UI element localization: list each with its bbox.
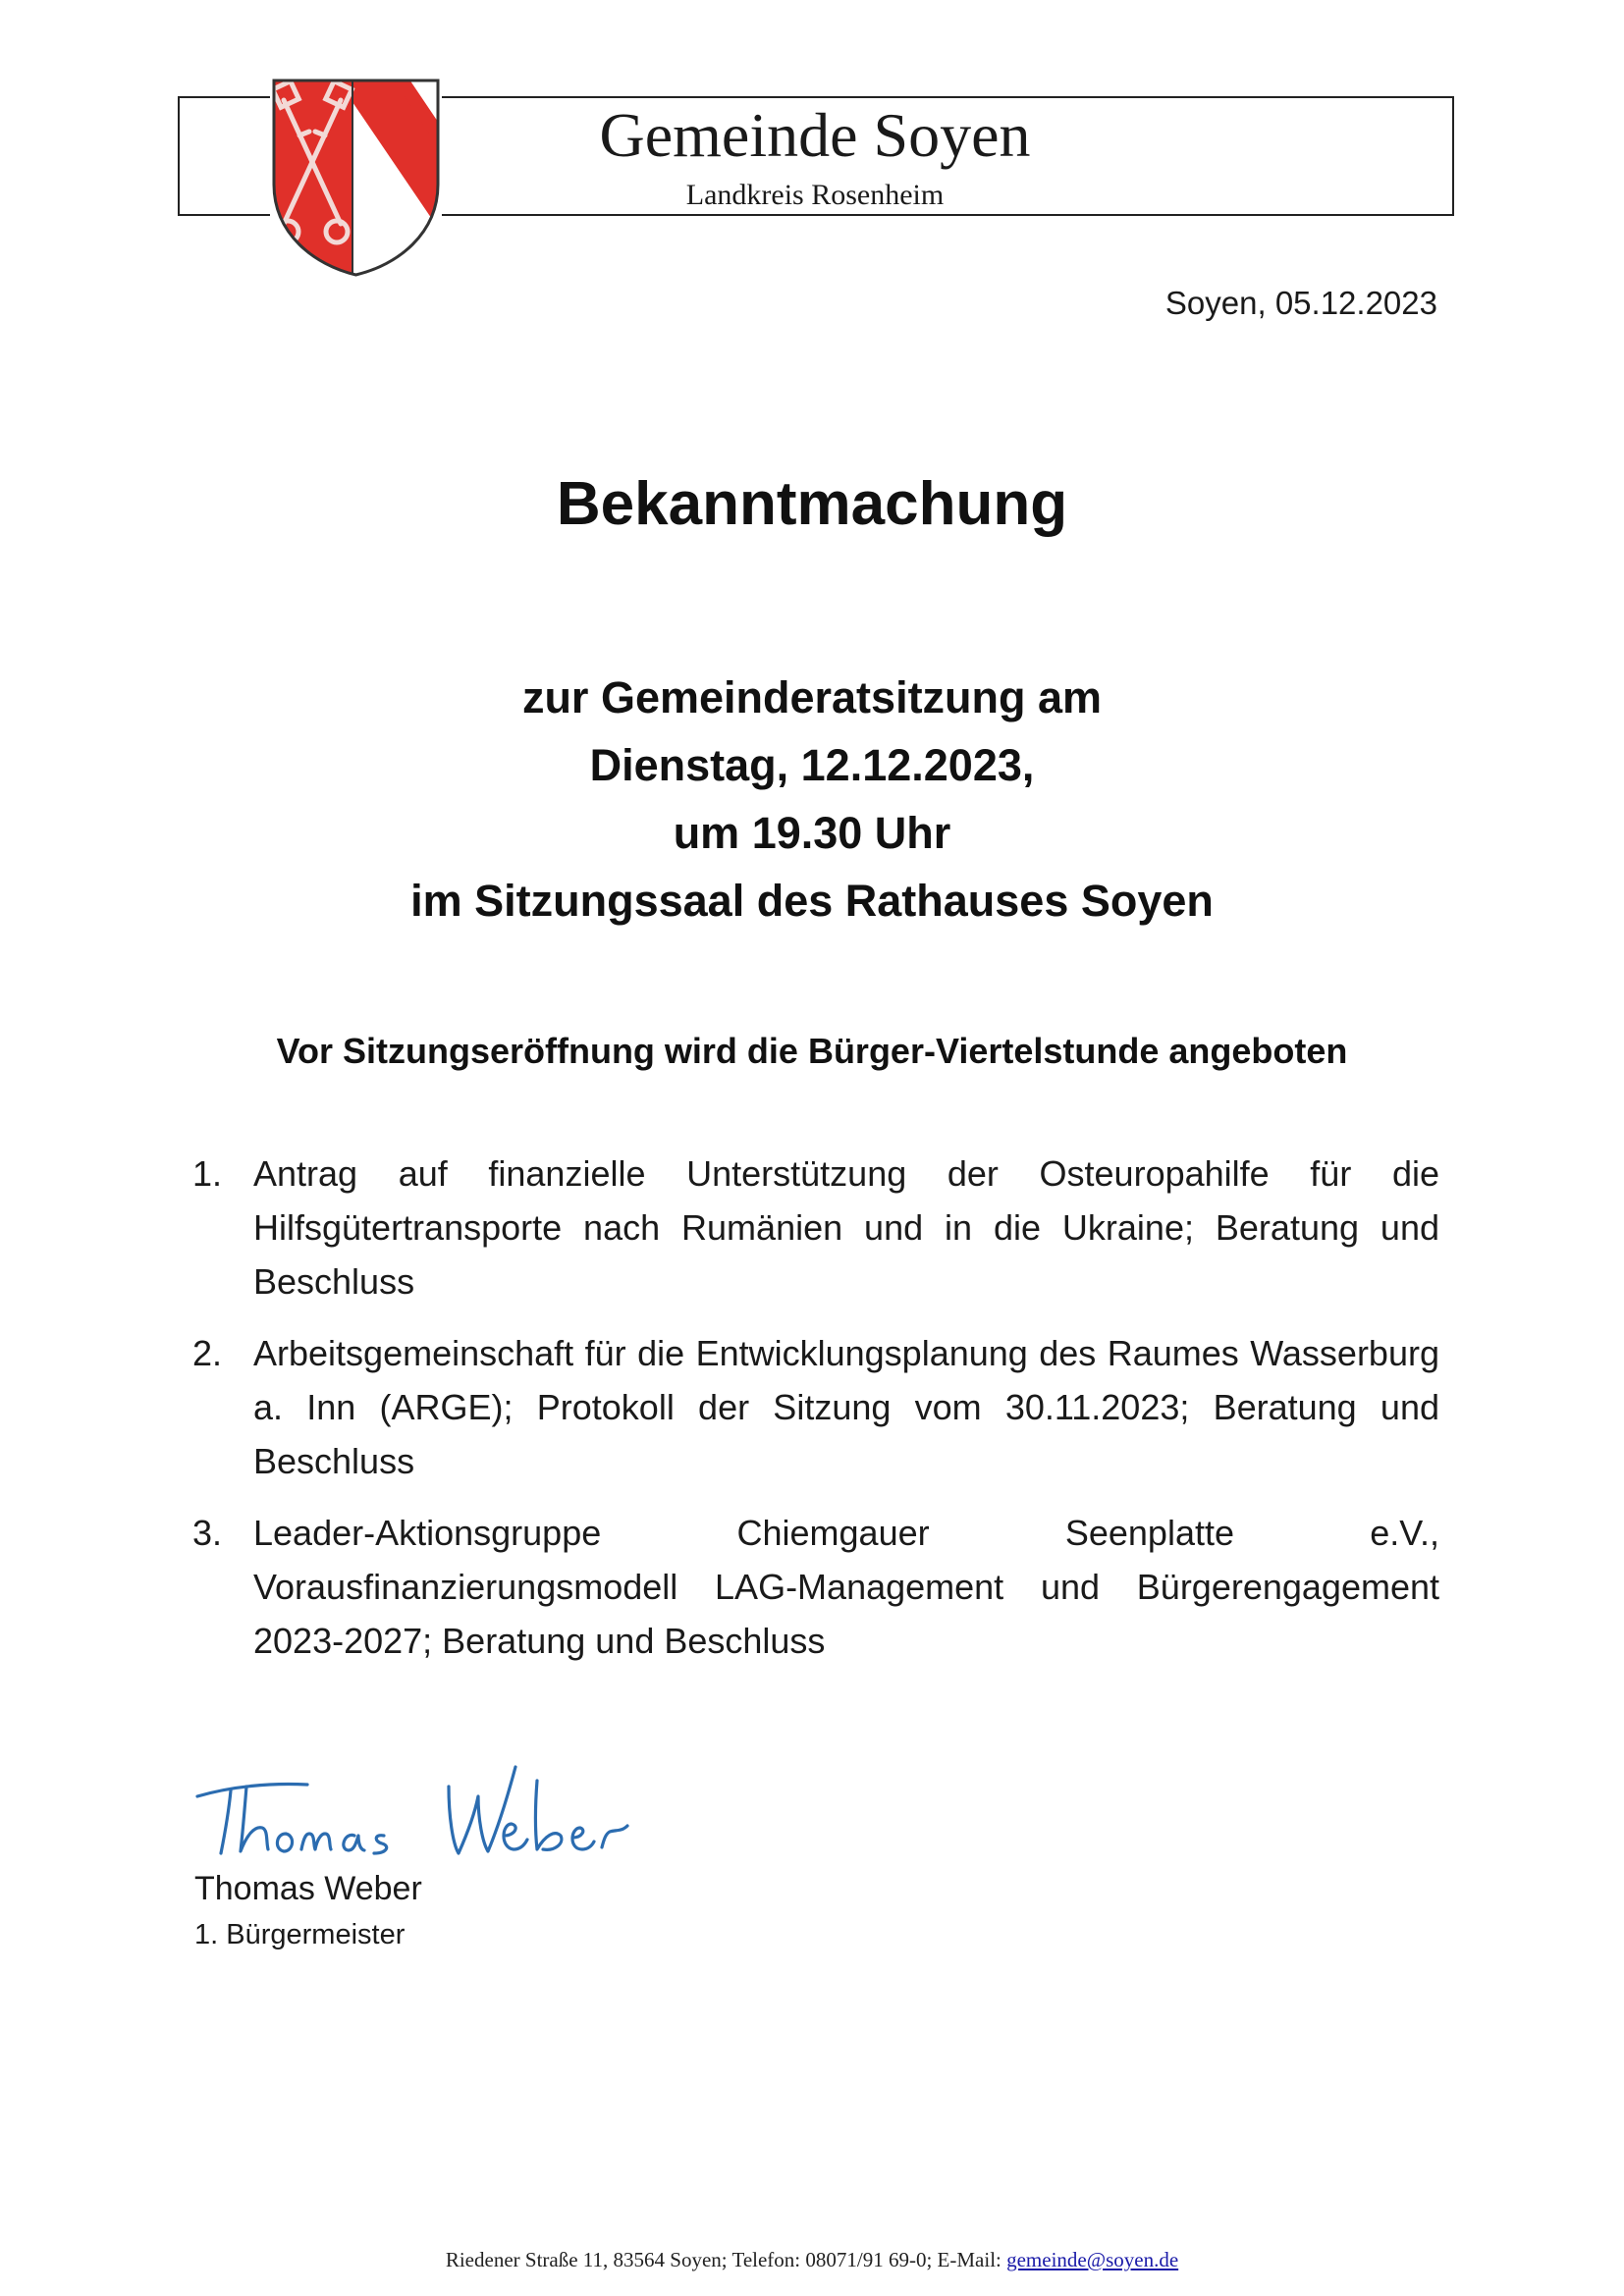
meeting-line: zur Gemeinderatsitzung am: [521, 672, 1103, 722]
agenda-number: 2.: [192, 1333, 223, 1373]
coat-of-arms-icon: [270, 77, 442, 279]
agenda-item: [192, 1506, 1439, 1668]
meeting-location: im Sitzungssaal des Rathauses Soyen: [410, 876, 1214, 926]
citizen-note: Vor Sitzungseröffnung wird die Bürger-Viertelstunde angeboten: [276, 1031, 1348, 1071]
document-title: Bekanntmachung: [556, 470, 1068, 538]
agenda-text: Leader-Aktionsgruppe Chiemgauer Seenplatte e.V., Vorausfinanzierungsmodell LAG-Management und Bürgerengagement 2023-2027; Beratung und Beschluss: [253, 1513, 1439, 1661]
agenda-number: 1.: [192, 1153, 223, 1194]
footer-contact: [0, 2248, 1624, 2272]
agenda-list: [192, 1147, 1439, 1685]
municipality-name: Gemeinde Soyen: [599, 100, 1031, 170]
agenda-number: 3.: [192, 1513, 223, 1553]
agenda-item: [192, 1147, 1439, 1308]
meeting-time: um 19.30 Uhr: [673, 808, 951, 858]
place-date: Soyen, 05.12.2023: [1164, 285, 1437, 321]
district-name: Landkreis Rosenheim: [685, 179, 945, 211]
signer-role: 1. Bürgermeister: [194, 1919, 406, 1950]
footer-email-link[interactable]: gemeinde@soyen.de: [1006, 2248, 1179, 2271]
agenda-item: [192, 1326, 1439, 1488]
signer-name: Thomas Weber: [194, 1870, 422, 1907]
footer-address: Riedener Straße 11, 83564 Soyen; Telefon: 08071/91 69-0; E-Mail:: [445, 2248, 1007, 2271]
handwritten-signature: [191, 1757, 663, 1865]
meeting-date: Dienstag, 12.12.2023,: [589, 740, 1035, 790]
meeting-info: [0, 664, 1624, 934]
agenda-text: Arbeitsgemeinschaft für die Entwicklungsplanung des Raumes Wasserburg a. Inn (ARGE); Protokoll der Sitzung vom 30.11.2023; Beratung und Beschluss: [253, 1333, 1439, 1481]
agenda-text: Antrag auf finanzielle Unterstützung der Osteuropahilfe für die Hilfsgütertransporte nach Rumänien und in die Ukraine; Beratung und Beschluss: [253, 1153, 1439, 1302]
